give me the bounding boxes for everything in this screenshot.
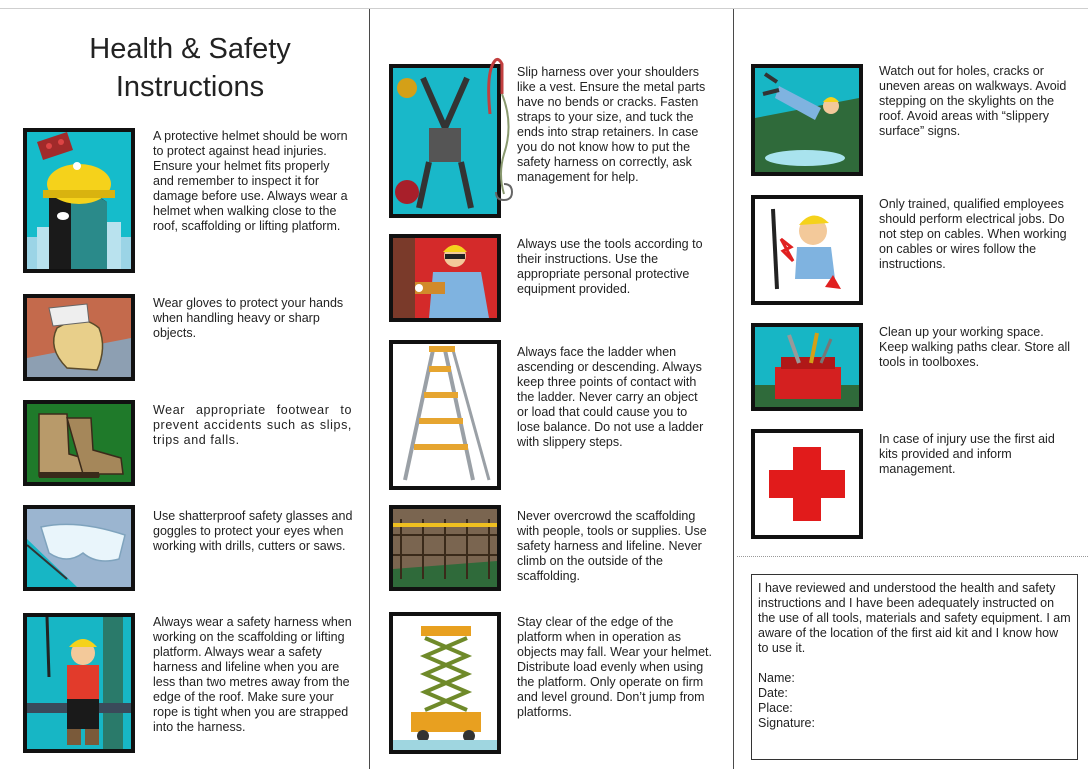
ladder-icon — [389, 340, 501, 490]
place-field[interactable]: Place: — [758, 701, 793, 715]
cleanup-instruction: Clean up your working space. Keep walking paths clear. Store all tools in toolboxes. — [879, 325, 1071, 369]
safety-glasses-icon — [23, 505, 135, 591]
electric-shock-icon — [751, 195, 863, 305]
acknowledgement-statement: I have reviewed and understood the health and safety instructions and I have been adequately instructed on the use of all tools, materials and safety equipment. I am aware of the location of the first aid kit and I know how to use it. — [758, 581, 1071, 655]
harness-fit-instruction: Slip harness over your shoulders like a vest. Ensure the metal parts have no bends or cracks. Fasten straps to your size, and tuck the ends into strap retainers. In case you do not know how to put the safety harness on correctly, ask management for help. — [517, 65, 706, 184]
carabiner-rope-icon — [484, 54, 520, 204]
name-field[interactable]: Name: — [758, 671, 795, 685]
dotted-separator — [737, 556, 1088, 557]
footwear-instruction: Wear appropriate footwear to prevent accidents such as slips, trips and falls. — [153, 403, 352, 447]
scaffolding-icon — [389, 505, 501, 591]
harness-worker-icon — [23, 613, 135, 753]
column-divider-1 — [369, 9, 370, 769]
harness-wear-instruction: Always wear a safety harness when working on the scaffolding or lifting platform. Always wear a safety harness and lifeline when you are less than two metres away from the edge of the roof. Make sure your rope is tight when you are strapped into the harness. — [153, 615, 352, 734]
toolbox-icon — [751, 323, 863, 411]
slipping-worker-icon — [751, 64, 863, 176]
helmet-instruction: A protective helmet should be worn to protect against head injuries. Ensure your helmet fits properly and remember to inspect it for damage before use. Always wear a helmet when walking close to the roof, scaffolding or lifting platform. — [153, 129, 348, 233]
page-title: Health & Safety Instructions — [89, 33, 291, 103]
gloves-icon — [23, 294, 135, 381]
date-field[interactable]: Date: — [758, 686, 788, 700]
column-divider-2 — [733, 9, 734, 769]
glasses-instruction: Use shatterproof safety glasses and goggles to protect your eyes when working with drills, cutters or saws. — [153, 509, 353, 553]
signature-field[interactable]: Signature: — [758, 716, 815, 730]
ladder-instruction: Always face the ladder when ascending or descending. Always keep three points of contact with the ladder. Never carry an object or load that could cause you to lose balance. Do not use a ladder with slippery steps. — [517, 345, 704, 449]
boots-icon — [23, 400, 135, 486]
lifting-platform-icon — [389, 612, 501, 754]
tools-instruction: Always use the tools according to their instructions. Use the appropriate personal protective equipment provided. — [517, 237, 703, 296]
helmet-icon — [23, 128, 135, 273]
page-top-border — [0, 8, 1088, 9]
electrical-instruction: Only trained, qualified employees should perform electrical jobs. Do not step on cables. When working on cables or wires follow the instructions. — [879, 197, 1067, 271]
scaffolding-instruction: Never overcrowd the scaffolding with people, tools or supplies. Use safety harness and lifeline. Never climb on the outside of the scaffolding. — [517, 509, 707, 583]
gloves-instruction: Wear gloves to protect your hands when handling heavy or sharp objects. — [153, 296, 344, 340]
first-aid-cross-icon — [751, 429, 863, 539]
first-aid-instruction: In case of injury use the first aid kits provided and inform management. — [879, 432, 1055, 476]
acknowledgement-box — [751, 574, 1078, 760]
platform-instruction: Stay clear of the edge of the platform when in operation as objects may fall. Wear your helmet. Distribute load evenly when using the platform. Only operate on firm and level ground. Don’t jump from platforms. — [517, 615, 712, 719]
walkways-instruction: Watch out for holes, cracks or uneven areas on walkways. Avoid stepping on the skylights on the roof. Avoid areas with “slippery surface” signs. — [879, 64, 1067, 138]
power-tool-worker-icon — [389, 234, 501, 322]
